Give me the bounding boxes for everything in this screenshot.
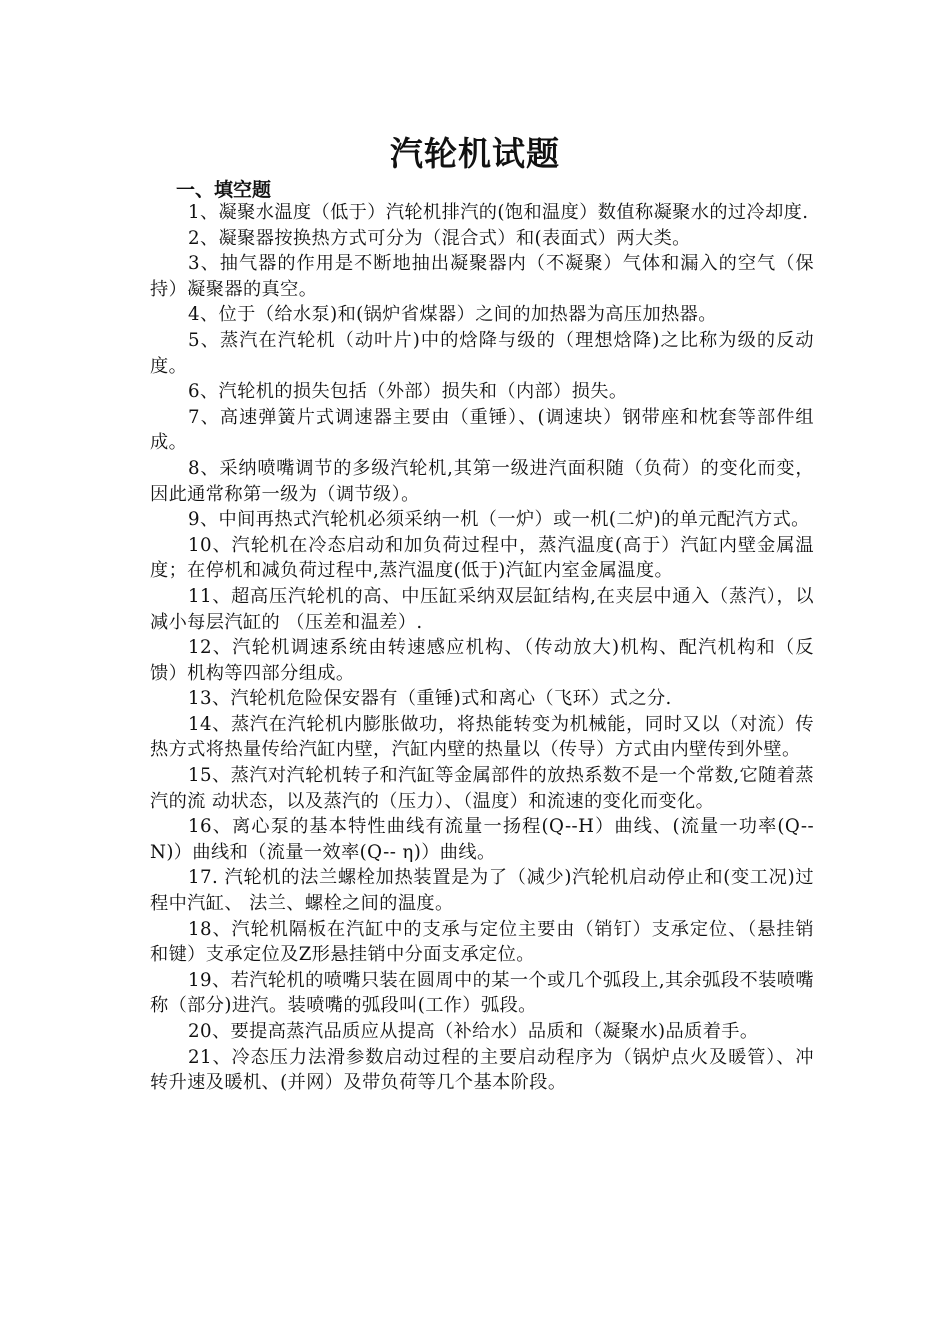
question-item: 13、汽轮机危险保安器有（重锤)式和离心（飞环）式之分. [188, 688, 672, 710]
document-title: 汽轮机试题 [390, 134, 560, 173]
question-item: 6、汽轮机的损失包括（外部）损失和（内部）损失。 [188, 381, 628, 403]
question-item: 9、中间再热式汽轮机必须采纳一机（一炉）或一机(二炉)的单元配汽方式。 [188, 509, 810, 531]
question-item: 16、离心泵的基本特性曲线有流量一扬程(Q--H）曲线、(流量一功率(Q--N)）曲线和（流量一效率(Q-- η)）曲线。 [150, 816, 814, 863]
section-heading: 一、填空题 [176, 179, 272, 201]
question-item: 20、要提高蒸汽品质应从提高（补给水）品质和（凝聚水)品质着手。 [188, 1021, 759, 1042]
question-item: 10、汽轮机在冷态启动和加负荷过程中，蒸汽温度(高于）汽缸内壁金属温度；在停机和减负荷过程中,蒸汽温度(低于)汽缸内室金属温度。 [150, 534, 814, 582]
question-item: 19、若汽轮机的喷嘴只装在圆周中的某一个或几个弧段上,其余弧段不装喷嘴称（部分)进汽。装喷嘴的弧段叫(工作）弧段。 [150, 969, 814, 1017]
question-item: 17. 汽轮机的法兰螺栓加热装置是为了（减少)汽轮机启动停止和(变工况)过程中汽缸、 法兰、螺栓之间的温度。 [150, 867, 814, 915]
question-list [150, 200, 814, 1096]
question-item: 1、凝聚水温度（低于）汽轮机排汽的(饱和温度）数值称凝聚水的过冷却度. [188, 202, 809, 223]
question-item: 8、采纳喷嘴调节的多级汽轮机,其第一级进汽面积随（负荷）的变化而变，因此通常称第一级为（调节级）。 [150, 457, 814, 505]
question-item: 14、蒸汽在汽轮机内膨胀做功，将热能转变为机械能，同时又以（对流）传热方式将热量传给汽缸内壁，汽缸内壁的热量以（传导）方式由内壁传到外壁。 [150, 713, 814, 761]
question-item: 12、汽轮机调速系统由转速感应机构、（传动放大)机构、配汽机构和（反馈）机构等四部分组成。 [150, 637, 814, 684]
question-item: 11、超高压汽轮机的高、中压缸采纳双层缸结构,在夹层中通入（蒸汽），以减小每层汽缸的 （压差和温差）. [150, 585, 814, 633]
question-item: 5、蒸汽在汽轮机（动叶片)中的焓降与级的（理想焓降)之比称为级的反动度。 [150, 329, 814, 377]
question-item: 2、凝聚器按换热方式可分为（混合式）和(表面式）两大类。 [188, 227, 691, 249]
question-item: 3、抽气器的作用是不断地抽出凝聚器内（不凝聚）气体和漏入的空气（保持）凝聚器的真空。 [150, 253, 814, 300]
question-item: 7、高速弹簧片式调速器主要由（重锤）、(调速块）钢带座和枕套等部件组成。 [150, 406, 814, 454]
question-item: 21、冷态压力法滑参数启动过程的主要启动程序为（锅炉点火及暖管）、冲转升速及暖机、(并网）及带负荷等几个基本阶段。 [150, 1046, 814, 1094]
question-item: 18、汽轮机隔板在汽缸中的支承与定位主要由（销钉）支承定位、（悬挂销和键）支承定位及Z形悬挂销中分面支承定位。 [150, 918, 814, 966]
question-item: 4、位于（给水泵)和(锅炉省煤器）之间的加热器为高压加热器。 [188, 304, 717, 326]
question-item: 15、蒸汽对汽轮机转子和汽缸等金属部件的放热系数不是一个常数,它随着蒸汽的流 动状态，以及蒸汽的（压力）、（温度）和流速的变化而变化。 [150, 765, 814, 812]
